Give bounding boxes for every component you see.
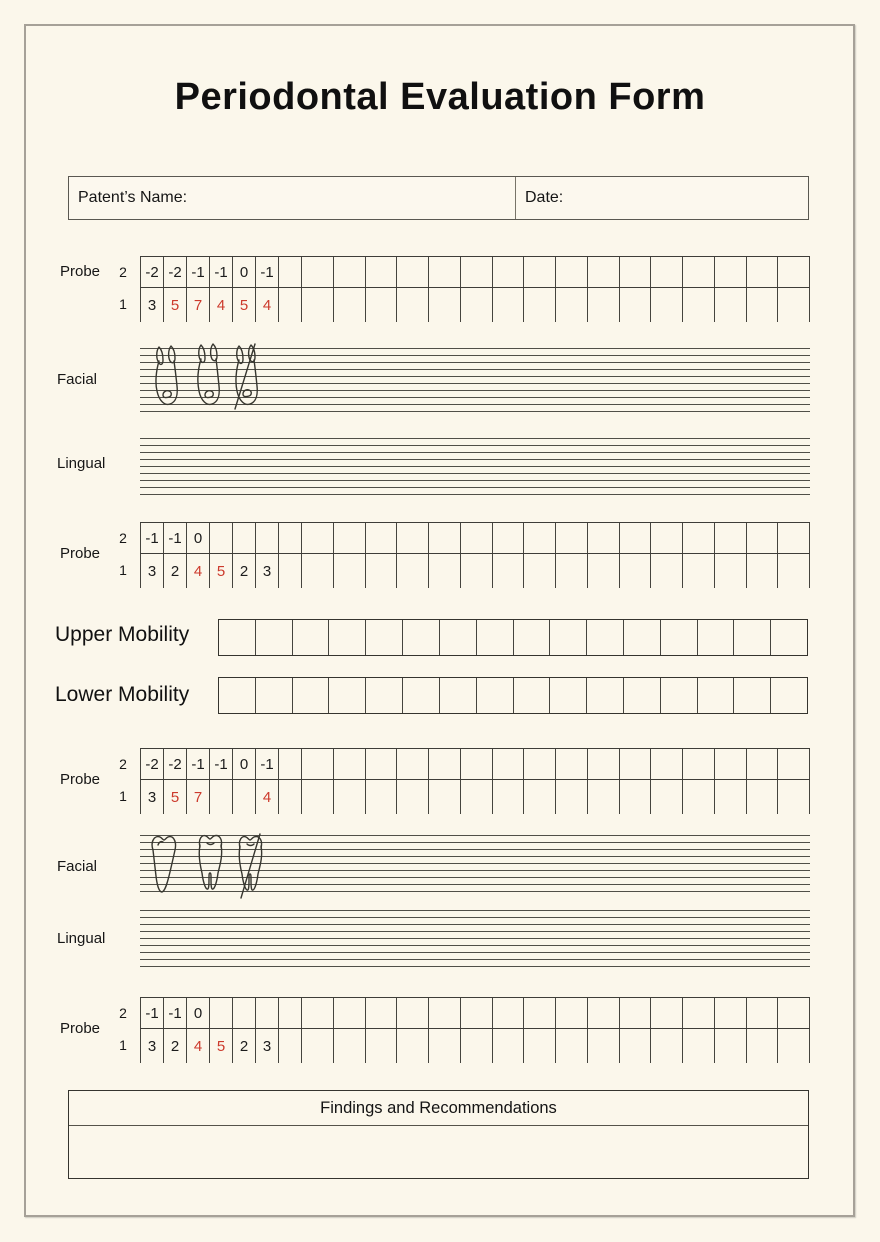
probe-cell[interactable] xyxy=(396,523,428,553)
mobility-cell[interactable] xyxy=(439,678,476,713)
mobility-cell[interactable] xyxy=(365,678,402,713)
probe-cell[interactable] xyxy=(492,1029,524,1063)
probe-cell[interactable] xyxy=(333,523,365,553)
probe-cell[interactable] xyxy=(396,749,428,779)
probe-cell[interactable] xyxy=(232,998,255,1028)
probe-cell[interactable]: 0 xyxy=(232,749,255,779)
probe-cell[interactable] xyxy=(587,288,619,322)
tooth-icon xyxy=(156,346,177,404)
probe-label: Probe xyxy=(60,771,101,788)
probe-cell[interactable] xyxy=(777,998,810,1028)
probe-cell[interactable]: 4 xyxy=(209,288,232,322)
probe-cell[interactable]: 0 xyxy=(232,257,255,287)
probe-cell[interactable] xyxy=(301,523,333,553)
findings-box xyxy=(68,1090,809,1179)
probe-cell[interactable] xyxy=(209,998,232,1028)
patient-info-box xyxy=(68,176,809,220)
probe-cell[interactable] xyxy=(333,257,365,287)
probe-cell[interactable] xyxy=(301,288,333,322)
probe-cell[interactable] xyxy=(333,749,365,779)
probe-cell[interactable] xyxy=(746,780,778,814)
probe-cell[interactable] xyxy=(587,1029,619,1063)
probe-cell[interactable] xyxy=(428,1029,460,1063)
upper-mobility-grid xyxy=(218,619,808,656)
probe-cell[interactable] xyxy=(301,749,333,779)
probe-grid xyxy=(140,256,810,322)
probe-cell[interactable] xyxy=(746,998,778,1028)
probe-cell[interactable] xyxy=(650,749,682,779)
probe-cell[interactable]: 4 xyxy=(255,288,278,322)
probe-cell[interactable]: -2 xyxy=(140,749,163,779)
probe-cell[interactable] xyxy=(428,780,460,814)
probe-cell[interactable] xyxy=(777,749,810,779)
probe-cell[interactable]: 0 xyxy=(186,523,209,553)
probe-cell[interactable] xyxy=(460,554,492,588)
probe-row2 xyxy=(140,257,810,288)
mobility-cell[interactable] xyxy=(476,620,513,655)
date-field[interactable] xyxy=(516,177,808,219)
probe-cell[interactable]: 0 xyxy=(186,998,209,1028)
probe-cell[interactable] xyxy=(777,780,810,814)
probe-grid xyxy=(140,748,810,814)
probe-cell[interactable] xyxy=(650,1029,682,1063)
probe-cell[interactable] xyxy=(365,257,397,287)
probe-cell[interactable] xyxy=(523,749,555,779)
facial-label: Facial xyxy=(57,371,98,388)
mobility-cell[interactable] xyxy=(292,620,329,655)
probe-cell[interactable] xyxy=(365,523,397,553)
probe-cell[interactable] xyxy=(278,523,301,553)
probe-cell[interactable] xyxy=(232,780,255,814)
probe-cell[interactable] xyxy=(278,554,301,588)
probe-cell[interactable] xyxy=(278,1029,301,1063)
probe-cell[interactable] xyxy=(587,554,619,588)
lower-mobility-label: Lower Mobility xyxy=(55,683,190,706)
probe-cell[interactable] xyxy=(365,749,397,779)
probe-cell[interactable] xyxy=(523,1029,555,1063)
patient-name-label: Patent’s Name: xyxy=(78,189,188,206)
mobility-cell[interactable] xyxy=(660,620,697,655)
probe-cell[interactable] xyxy=(619,749,651,779)
mobility-cell[interactable] xyxy=(549,620,586,655)
probe-cell[interactable] xyxy=(619,780,651,814)
mobility-cell[interactable] xyxy=(402,678,439,713)
probe-grid xyxy=(140,997,810,1063)
tooth-icon xyxy=(152,837,175,892)
probe-cell[interactable]: -1 xyxy=(209,749,232,779)
mobility-cell[interactable] xyxy=(697,678,734,713)
probe-cell[interactable] xyxy=(587,998,619,1028)
mobility-cell[interactable] xyxy=(513,620,550,655)
mobility-cell[interactable] xyxy=(623,678,660,713)
probe-cell[interactable] xyxy=(714,1029,746,1063)
probe-cell[interactable] xyxy=(746,288,778,322)
probe-cell[interactable] xyxy=(333,780,365,814)
probe-cell[interactable]: 2 xyxy=(163,554,186,588)
probe-cell[interactable] xyxy=(777,288,810,322)
probe-section-upper-bottom xyxy=(0,522,880,588)
probe-cell[interactable]: 4 xyxy=(186,554,209,588)
probe-row2-label: 2 xyxy=(119,530,127,546)
probe-cell[interactable] xyxy=(682,998,714,1028)
probe-cell[interactable] xyxy=(460,780,492,814)
probe-cell[interactable] xyxy=(209,780,232,814)
probe-label: Probe xyxy=(60,263,101,280)
probe-cell[interactable]: 3 xyxy=(140,554,163,588)
probe-cell[interactable] xyxy=(746,749,778,779)
probe-cell[interactable] xyxy=(278,257,301,287)
probe-label: Probe xyxy=(60,1020,101,1037)
probe-row1-label: 1 xyxy=(119,788,127,804)
probe-cell[interactable] xyxy=(619,523,651,553)
probe-cell[interactable] xyxy=(492,523,524,553)
probe-cell[interactable] xyxy=(714,554,746,588)
probe-cell[interactable] xyxy=(555,780,587,814)
probe-cell[interactable] xyxy=(278,780,301,814)
probe-cell[interactable] xyxy=(650,998,682,1028)
probe-cell[interactable]: 2 xyxy=(163,1029,186,1063)
probe-cell[interactable] xyxy=(492,998,524,1028)
probe-cell[interactable] xyxy=(650,523,682,553)
probe-cell[interactable]: -1 xyxy=(209,257,232,287)
probe-cell[interactable] xyxy=(682,257,714,287)
probe-cell[interactable] xyxy=(365,288,397,322)
mobility-cell[interactable] xyxy=(660,678,697,713)
mobility-cell[interactable] xyxy=(328,678,365,713)
mobility-cell[interactable] xyxy=(770,620,807,655)
probe-cell[interactable] xyxy=(255,998,278,1028)
probe-cell[interactable] xyxy=(428,288,460,322)
mobility-cell[interactable] xyxy=(697,620,734,655)
probe-cell[interactable] xyxy=(619,998,651,1028)
probe-cell[interactable] xyxy=(365,998,397,1028)
probe-cell[interactable]: -1 xyxy=(255,257,278,287)
probe-cell[interactable] xyxy=(232,523,255,553)
probe-cell[interactable] xyxy=(714,998,746,1028)
probe-cell[interactable] xyxy=(396,998,428,1028)
probe-cell[interactable]: 2 xyxy=(232,554,255,588)
probe-cell[interactable] xyxy=(777,1029,810,1063)
probe-cell[interactable] xyxy=(428,523,460,553)
mobility-cell[interactable] xyxy=(255,620,292,655)
mobility-cell[interactable] xyxy=(476,678,513,713)
probe-cell[interactable] xyxy=(523,554,555,588)
probe-cell[interactable] xyxy=(460,749,492,779)
mobility-cell[interactable] xyxy=(439,620,476,655)
probe-cell[interactable] xyxy=(396,257,428,287)
tooth-sketches-upper xyxy=(150,341,275,413)
lingual-chart-upper[interactable] xyxy=(140,438,810,498)
probe-cell[interactable] xyxy=(492,749,524,779)
probe-row2 xyxy=(140,998,810,1029)
probe-cell[interactable]: -1 xyxy=(186,257,209,287)
probe-cell[interactable] xyxy=(396,1029,428,1063)
probe-cell[interactable]: 3 xyxy=(140,288,163,322)
probe-cell[interactable] xyxy=(555,554,587,588)
probe-grid xyxy=(140,522,810,588)
probe-cell[interactable]: 3 xyxy=(255,1029,278,1063)
probe-cell[interactable]: 4 xyxy=(255,780,278,814)
patient-name-field[interactable] xyxy=(69,177,516,219)
probe-cell[interactable] xyxy=(555,288,587,322)
probe-cell[interactable] xyxy=(746,554,778,588)
probe-row2-label: 2 xyxy=(119,1005,127,1021)
probe-cell[interactable]: 7 xyxy=(186,780,209,814)
probe-cell[interactable]: 2 xyxy=(232,1029,255,1063)
mobility-cell[interactable] xyxy=(219,620,255,655)
probe-cell[interactable]: -2 xyxy=(163,749,186,779)
probe-cell[interactable]: 3 xyxy=(255,554,278,588)
mobility-cell[interactable] xyxy=(733,620,770,655)
mobility-cell[interactable] xyxy=(219,678,255,713)
lingual-chart-lower[interactable] xyxy=(140,910,810,970)
mobility-cell[interactable] xyxy=(513,678,550,713)
probe-cell[interactable] xyxy=(255,523,278,553)
probe-cell[interactable] xyxy=(523,780,555,814)
probe-cell[interactable] xyxy=(396,554,428,588)
probe-cell[interactable] xyxy=(333,554,365,588)
probe-cell[interactable] xyxy=(460,1029,492,1063)
facial-label: Facial xyxy=(57,858,98,875)
probe-section-lower-bottom xyxy=(0,997,880,1063)
probe-section-upper-top xyxy=(0,256,880,322)
probe-cell[interactable] xyxy=(333,288,365,322)
probe-cell[interactable] xyxy=(682,749,714,779)
probe-row1 xyxy=(140,554,810,588)
probe-cell[interactable] xyxy=(523,257,555,287)
probe-cell[interactable] xyxy=(396,288,428,322)
probe-cell[interactable] xyxy=(682,288,714,322)
probe-cell[interactable] xyxy=(682,554,714,588)
probe-cell[interactable]: 5 xyxy=(209,1029,232,1063)
probe-cell[interactable] xyxy=(746,1029,778,1063)
probe-cell[interactable] xyxy=(333,1029,365,1063)
probe-label: Probe xyxy=(60,545,101,562)
probe-cell[interactable] xyxy=(682,1029,714,1063)
mobility-cell[interactable] xyxy=(365,620,402,655)
probe-cell[interactable] xyxy=(523,998,555,1028)
tooth-sketches-lower xyxy=(145,832,285,904)
mobility-cell[interactable] xyxy=(770,678,807,713)
probe-row1-label: 1 xyxy=(119,562,127,578)
probe-cell[interactable] xyxy=(682,780,714,814)
probe-cell[interactable] xyxy=(619,554,651,588)
probe-cell[interactable]: 4 xyxy=(186,1029,209,1063)
probe-row1 xyxy=(140,780,810,814)
probe-row1 xyxy=(140,288,810,322)
probe-cell[interactable]: -1 xyxy=(186,749,209,779)
mobility-cell[interactable] xyxy=(623,620,660,655)
probe-cell[interactable] xyxy=(714,523,746,553)
probe-cell[interactable]: 5 xyxy=(163,288,186,322)
probe-cell[interactable] xyxy=(460,288,492,322)
probe-cell[interactable] xyxy=(587,523,619,553)
probe-cell[interactable] xyxy=(777,523,810,553)
probe-cell[interactable] xyxy=(555,749,587,779)
probe-cell[interactable] xyxy=(301,257,333,287)
probe-cell[interactable] xyxy=(365,554,397,588)
probe-cell[interactable] xyxy=(587,257,619,287)
mobility-cell[interactable] xyxy=(586,620,623,655)
probe-section-lower-top xyxy=(0,748,880,814)
probe-cell[interactable] xyxy=(714,749,746,779)
probe-cell[interactable] xyxy=(492,780,524,814)
probe-cell[interactable]: 5 xyxy=(232,288,255,322)
probe-cell[interactable] xyxy=(523,288,555,322)
tooth-icon xyxy=(239,834,261,898)
probe-cell[interactable] xyxy=(278,998,301,1028)
probe-cell[interactable] xyxy=(682,523,714,553)
probe-cell[interactable]: -1 xyxy=(255,749,278,779)
probe-cell[interactable]: -1 xyxy=(140,998,163,1028)
probe-row1-label: 1 xyxy=(119,1037,127,1053)
probe-cell[interactable] xyxy=(746,523,778,553)
probe-cell[interactable]: -1 xyxy=(140,523,163,553)
probe-cell[interactable] xyxy=(746,257,778,287)
probe-cell[interactable] xyxy=(492,554,524,588)
tooth-icon xyxy=(235,344,257,409)
probe-cell[interactable] xyxy=(777,257,810,287)
probe-cell[interactable] xyxy=(460,257,492,287)
probe-cell[interactable] xyxy=(278,749,301,779)
probe-cell[interactable] xyxy=(428,749,460,779)
probe-cell[interactable]: -1 xyxy=(163,523,186,553)
probe-cell[interactable] xyxy=(619,288,651,322)
probe-cell[interactable] xyxy=(587,749,619,779)
probe-cell[interactable] xyxy=(301,998,333,1028)
upper-mobility-label: Upper Mobility xyxy=(55,623,190,646)
probe-cell[interactable]: 5 xyxy=(163,780,186,814)
probe-cell[interactable] xyxy=(428,554,460,588)
probe-cell[interactable] xyxy=(619,1029,651,1063)
probe-cell[interactable] xyxy=(650,554,682,588)
probe-cell[interactable] xyxy=(587,780,619,814)
probe-cell[interactable]: 3 xyxy=(140,780,163,814)
probe-cell[interactable] xyxy=(619,257,651,287)
probe-cell[interactable] xyxy=(396,780,428,814)
mobility-cell[interactable] xyxy=(402,620,439,655)
probe-cell[interactable]: 7 xyxy=(186,288,209,322)
probe-cell[interactable]: -1 xyxy=(163,998,186,1028)
probe-cell[interactable] xyxy=(492,257,524,287)
probe-cell[interactable] xyxy=(523,523,555,553)
tooth-icon xyxy=(199,836,221,890)
mobility-cell[interactable] xyxy=(586,678,623,713)
probe-cell[interactable] xyxy=(428,998,460,1028)
probe-cell[interactable] xyxy=(365,1029,397,1063)
probe-cell[interactable] xyxy=(650,257,682,287)
probe-cell[interactable] xyxy=(650,780,682,814)
probe-cell[interactable] xyxy=(365,780,397,814)
probe-cell[interactable] xyxy=(555,257,587,287)
page-title: Periodontal Evaluation Form xyxy=(174,76,706,118)
probe-cell[interactable] xyxy=(460,523,492,553)
probe-cell[interactable] xyxy=(777,554,810,588)
probe-row2 xyxy=(140,523,810,554)
probe-cell[interactable] xyxy=(301,1029,333,1063)
lingual-label: Lingual xyxy=(57,930,106,947)
probe-cell[interactable] xyxy=(555,523,587,553)
findings-input-area[interactable] xyxy=(69,1126,808,1178)
probe-cell[interactable] xyxy=(714,780,746,814)
probe-cell[interactable] xyxy=(209,523,232,553)
probe-cell[interactable] xyxy=(492,288,524,322)
probe-cell[interactable]: -2 xyxy=(163,257,186,287)
mobility-cell[interactable] xyxy=(733,678,770,713)
probe-cell[interactable]: 5 xyxy=(209,554,232,588)
probe-cell[interactable] xyxy=(428,257,460,287)
probe-row1-label: 1 xyxy=(119,296,127,312)
probe-row2-label: 2 xyxy=(119,756,127,772)
probe-cell[interactable] xyxy=(333,998,365,1028)
probe-cell[interactable]: -2 xyxy=(140,257,163,287)
mobility-cell[interactable] xyxy=(549,678,586,713)
probe-cell[interactable] xyxy=(555,1029,587,1063)
probe-cell[interactable] xyxy=(301,780,333,814)
mobility-cell[interactable] xyxy=(292,678,329,713)
probe-row1 xyxy=(140,1029,810,1063)
findings-header: Findings and Recommendations xyxy=(69,1091,808,1126)
probe-cell[interactable] xyxy=(278,288,301,322)
probe-cell[interactable] xyxy=(714,257,746,287)
lingual-label: Lingual xyxy=(57,455,106,472)
probe-row2-label: 2 xyxy=(119,264,127,280)
tooth-icon xyxy=(198,344,219,404)
mobility-cell[interactable] xyxy=(328,620,365,655)
date-label: Date: xyxy=(525,189,564,206)
lower-mobility-grid xyxy=(218,677,808,714)
probe-row2 xyxy=(140,749,810,780)
probe-cell[interactable] xyxy=(460,998,492,1028)
probe-cell[interactable] xyxy=(301,554,333,588)
mobility-cell[interactable] xyxy=(255,678,292,713)
probe-cell[interactable] xyxy=(714,288,746,322)
probe-cell[interactable]: 3 xyxy=(140,1029,163,1063)
probe-cell[interactable] xyxy=(650,288,682,322)
probe-cell[interactable] xyxy=(555,998,587,1028)
